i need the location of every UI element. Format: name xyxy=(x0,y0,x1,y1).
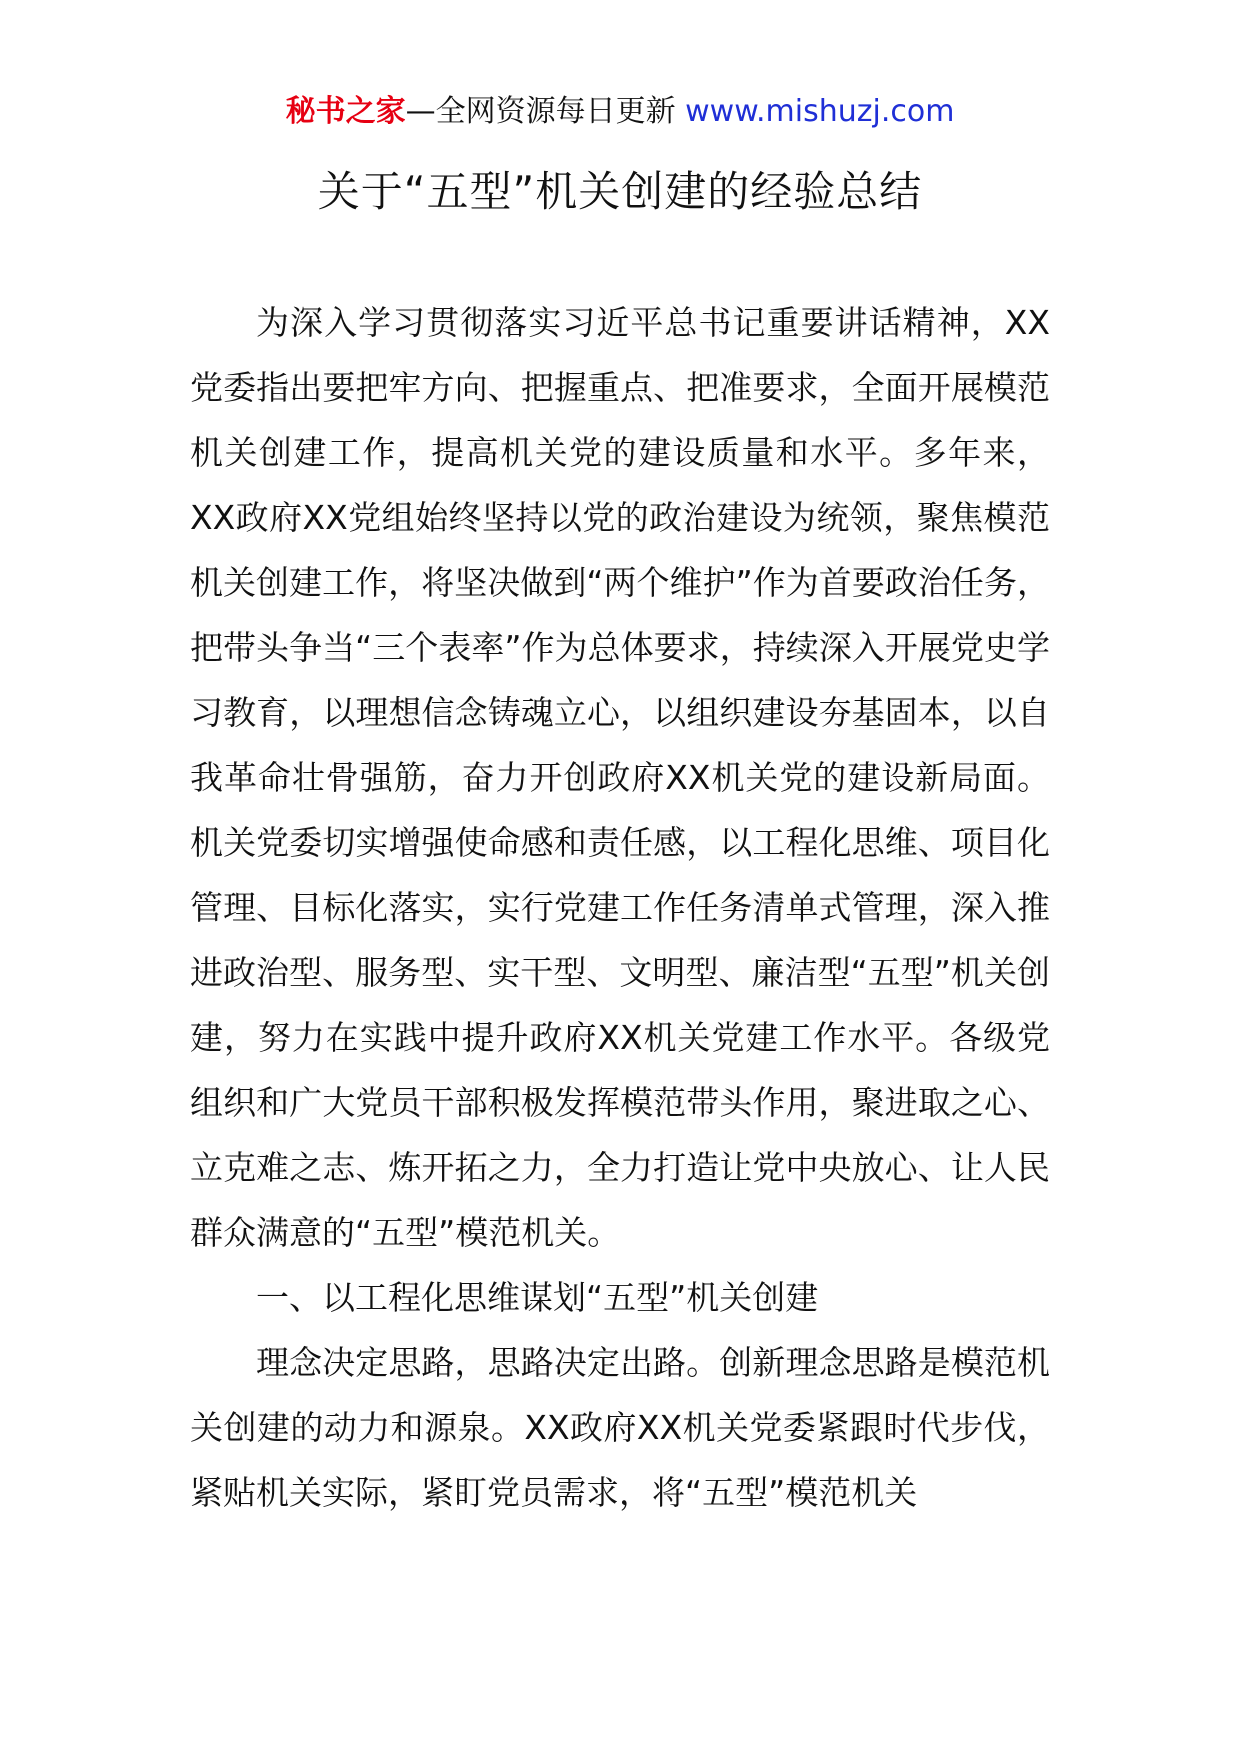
site-header xyxy=(0,92,1240,132)
site-tagline: —全网资源每日更新 xyxy=(405,94,676,129)
site-url-link[interactable]: www.mishuzj.com xyxy=(685,94,955,129)
section-paragraph: 理念决定思路，思路决定出路。创新理念思路是模范机关创建的动力和源泉。XX政府XX机关党委紧跟时代步伐，紧贴机关实际，紧盯党员需求，将“五型”模范机关 xyxy=(190,1343,1050,1512)
document-title: 关于“五型”机关创建的经验总结 xyxy=(317,167,923,216)
site-brand: 秘书之家 xyxy=(285,94,406,129)
section-heading: 一、以工程化思维谋划“五型”机关创建 xyxy=(256,1278,819,1317)
document-body xyxy=(190,290,1050,1525)
intro-paragraph: 为深入学习贯彻落实习近平总书记重要讲话精神，XX党委指出要把牢方向、把握重点、把准要求，全面开展模范机关创建工作，提高机关党的建设质量和水平。多年来，XX政府XX党组始终坚持以党的政治建设为统领，聚焦模范机关创建工作，将坚决做到“两个维护”作为首要政治任务，把带头争当“三个表率”作为总体要求，持续深入开展党史学习教育，以理想信念铸魂立心，以组织建设夯基固本，以自我革命壮骨强筋，奋力开创政府XX机关党的建设新局面。机关党委切实增强使命感和责任感，以工程化思维、项目化管理、目标化落实，实行党建工作任务清单式管理，深入推进政治型、服务型、实干型、文明型、廉洁型“五型”机关创建，努力在实践中提升政府XX机关党建工作水平。各级党组织和广大党员干部积极发挥模范带头作用，聚进取之心、立克难之志、炼开拓之力，全力打造让党中央放心、让人民群众满意的“五型”模范机关。 xyxy=(190,303,1050,1252)
